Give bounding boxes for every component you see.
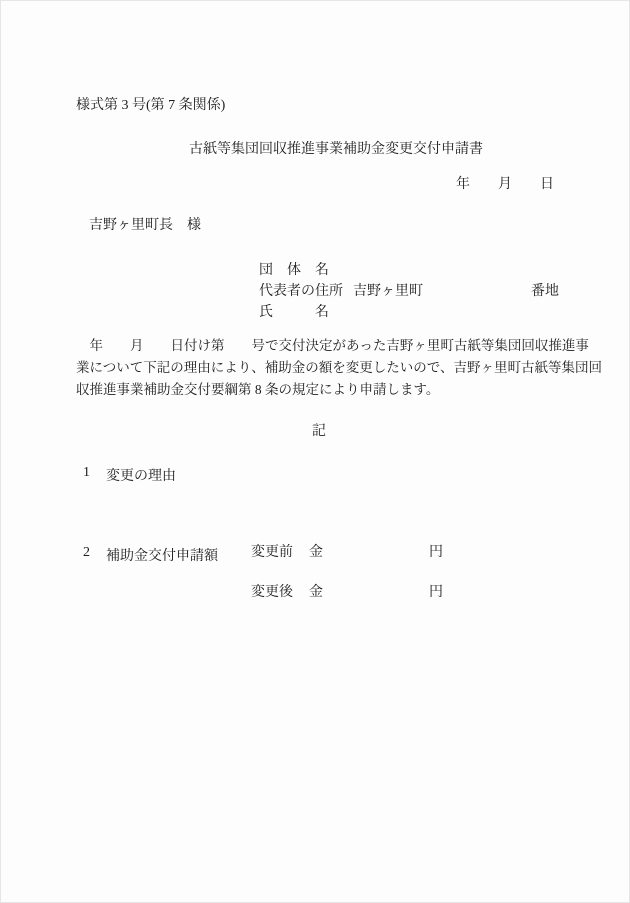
addressee-line: 吉野ヶ里町長 様 bbox=[89, 218, 201, 233]
body-paragraph bbox=[76, 335, 602, 401]
after-change-label: 変更後 bbox=[251, 585, 293, 600]
applicant-block bbox=[259, 260, 559, 323]
rep-address-value: 吉野ヶ里町 bbox=[353, 284, 423, 299]
date-blank-line: 年 月 日 bbox=[456, 177, 554, 192]
form-number: 様式第 3 号(第 7 条関係) bbox=[76, 98, 226, 113]
item1-label-change-reason: 変更の理由 bbox=[106, 469, 176, 484]
body-line-2: 業について下記の理由により、補助金の額を変更したいので、吉野ヶ里町古紙等集団回 bbox=[76, 360, 602, 375]
after-change-amount-suffix: 円 bbox=[429, 585, 443, 600]
item1-number: 1 bbox=[83, 465, 90, 480]
before-change-amount-prefix: 金 bbox=[309, 545, 323, 560]
before-change-label: 変更前 bbox=[251, 545, 293, 560]
item2-number: 2 bbox=[83, 545, 90, 560]
group-name-label: 団 体 名 bbox=[259, 263, 329, 278]
body-line-3: 収推進事業補助金交付要綱第 8 条の規定により申請します。 bbox=[76, 382, 440, 397]
after-change-amount-prefix: 金 bbox=[309, 585, 323, 600]
rep-name-label: 氏 名 bbox=[259, 305, 329, 320]
body-line-1: 年 月 日付け第 号で交付決定があった吉野ヶ里町古紙等集団回収推進事 bbox=[76, 338, 589, 353]
rep-address-suffix: 番地 bbox=[531, 284, 559, 299]
ki-heading: 記 bbox=[312, 424, 326, 439]
rep-address-label: 代表者の住所 bbox=[259, 284, 343, 299]
representative-address-line bbox=[259, 281, 559, 302]
item2-label-grant-application-amount: 補助金交付申請額 bbox=[106, 549, 218, 564]
page-title: 古紙等集団回収推進事業補助金変更交付申請書 bbox=[189, 142, 483, 157]
before-change-amount-suffix: 円 bbox=[429, 545, 443, 560]
